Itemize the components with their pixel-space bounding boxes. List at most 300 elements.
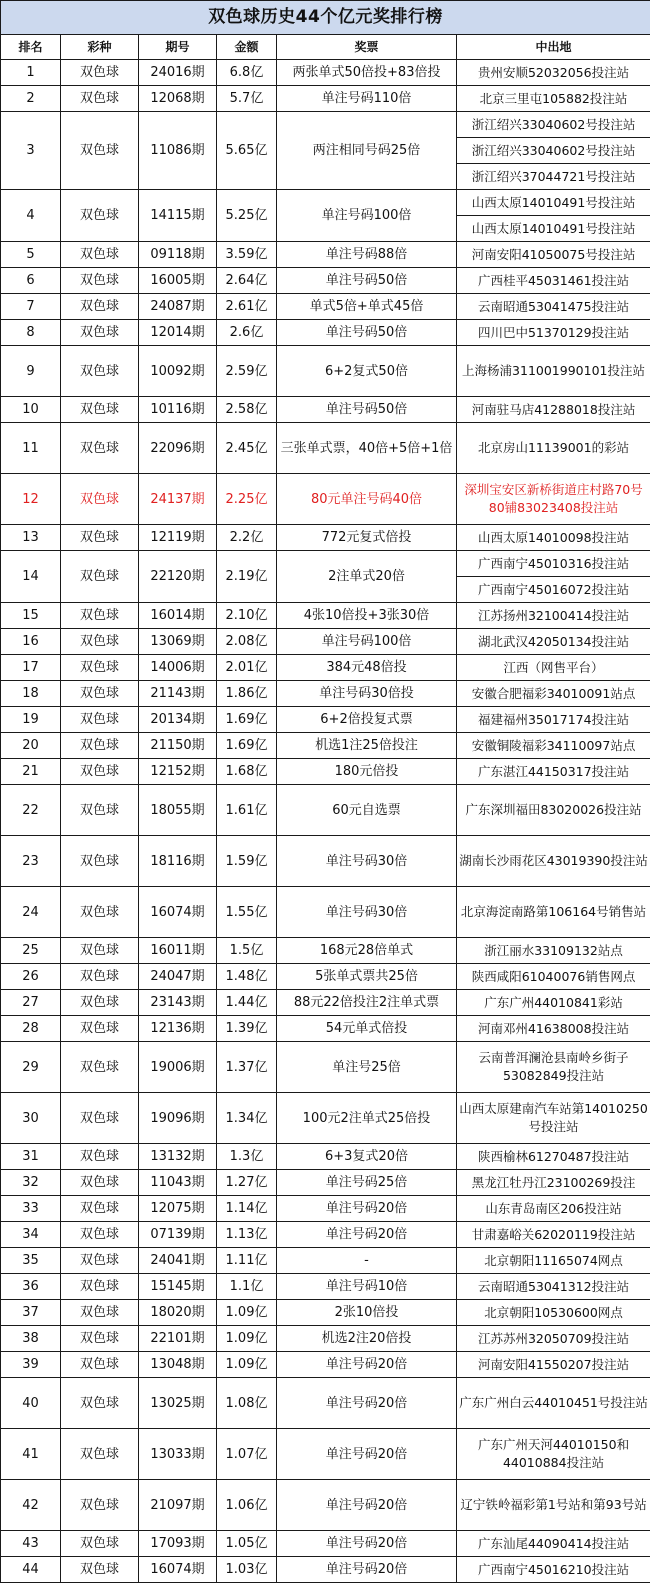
rank-cell: 38 bbox=[1, 1326, 61, 1352]
rank-cell: 10 bbox=[1, 397, 61, 423]
station-cell: 广东广州白云44010451号投注站 bbox=[457, 1378, 650, 1429]
table-body bbox=[1, 60, 650, 1583]
game-cell: 双色球 bbox=[61, 423, 139, 474]
station-cell: 安徽合肥福彩34010091站点 bbox=[457, 681, 650, 707]
rank-cell: 7 bbox=[1, 294, 61, 320]
rank-cell: 19 bbox=[1, 707, 61, 733]
issue-cell: 16014期 bbox=[139, 603, 217, 629]
table-row bbox=[1, 525, 650, 551]
issue-cell: 24087期 bbox=[139, 294, 217, 320]
rank-cell: 2 bbox=[1, 86, 61, 112]
ticket-cell: 单注号码20倍 bbox=[277, 1196, 457, 1222]
station-cell: 陕西咸阳61040076销售网点 bbox=[457, 964, 650, 990]
table-row bbox=[1, 551, 650, 577]
station-cell: 广东深圳福田83020026投注站 bbox=[457, 785, 650, 836]
issue-cell: 12136期 bbox=[139, 1016, 217, 1042]
amount-cell: 1.34亿 bbox=[217, 1093, 277, 1144]
issue-cell: 16074期 bbox=[139, 887, 217, 938]
amount-cell: 1.48亿 bbox=[217, 964, 277, 990]
issue-cell: 11086期 bbox=[139, 112, 217, 190]
table-row bbox=[1, 320, 650, 346]
rank-cell: 6 bbox=[1, 268, 61, 294]
game-cell: 双色球 bbox=[61, 268, 139, 294]
table-row bbox=[1, 423, 650, 474]
amount-cell: 2.61亿 bbox=[217, 294, 277, 320]
game-cell: 双色球 bbox=[61, 990, 139, 1016]
ticket-cell: 单注号码10倍 bbox=[277, 1274, 457, 1300]
amount-cell: 2.10亿 bbox=[217, 603, 277, 629]
table-row bbox=[1, 990, 650, 1016]
table-row bbox=[1, 629, 650, 655]
issue-cell: 21150期 bbox=[139, 733, 217, 759]
table-row bbox=[1, 759, 650, 785]
table-row bbox=[1, 190, 650, 216]
station-cell: 黑龙江牡丹江23100269投注 bbox=[457, 1170, 650, 1196]
game-cell: 双色球 bbox=[61, 86, 139, 112]
station-cell: 山西太原建南汽车站第14010250号投注站 bbox=[457, 1093, 650, 1144]
station-cell: 河南安阳41550207投注站 bbox=[457, 1352, 650, 1378]
issue-cell: 12152期 bbox=[139, 759, 217, 785]
table-row bbox=[1, 242, 650, 268]
amount-cell: 1.1亿 bbox=[217, 1274, 277, 1300]
ticket-cell: 4张10倍投+3张30倍 bbox=[277, 603, 457, 629]
ticket-cell: 单注号码20倍 bbox=[277, 1429, 457, 1480]
issue-cell: 24137期 bbox=[139, 474, 217, 525]
ticket-cell: 6+3复式20倍 bbox=[277, 1144, 457, 1170]
table-row bbox=[1, 938, 650, 964]
amount-cell: 1.09亿 bbox=[217, 1300, 277, 1326]
amount-cell: 1.39亿 bbox=[217, 1016, 277, 1042]
amount-cell: 1.05亿 bbox=[217, 1531, 277, 1557]
station-cell: 北京三里屯105882投注站 bbox=[457, 86, 650, 112]
game-cell: 双色球 bbox=[61, 1196, 139, 1222]
ticket-cell: 单注号码50倍 bbox=[277, 320, 457, 346]
station-cell: 浙江绍兴33040602号投注站 bbox=[457, 138, 650, 164]
rank-cell: 13 bbox=[1, 525, 61, 551]
station-cell: 浙江绍兴33040602号投注站 bbox=[457, 112, 650, 138]
game-cell: 双色球 bbox=[61, 525, 139, 551]
station-cell: 四川巴中51370129投注站 bbox=[457, 320, 650, 346]
game-cell: 双色球 bbox=[61, 1531, 139, 1557]
issue-cell: 10092期 bbox=[139, 346, 217, 397]
station-cell: 北京朝阳11165074网点 bbox=[457, 1248, 650, 1274]
game-cell: 双色球 bbox=[61, 1274, 139, 1300]
station-cell: 江西（网售平台） bbox=[457, 655, 650, 681]
rank-cell: 33 bbox=[1, 1196, 61, 1222]
issue-cell: 10116期 bbox=[139, 397, 217, 423]
ticket-cell: 80元单注号码40倍 bbox=[277, 474, 457, 525]
ticket-cell: 机选1注25倍投注 bbox=[277, 733, 457, 759]
game-cell: 双色球 bbox=[61, 294, 139, 320]
rank-cell: 41 bbox=[1, 1429, 61, 1480]
issue-cell: 19006期 bbox=[139, 1042, 217, 1093]
table-row bbox=[1, 1326, 650, 1352]
table-row bbox=[1, 785, 650, 836]
issue-cell: 12075期 bbox=[139, 1196, 217, 1222]
table-row bbox=[1, 1531, 650, 1557]
ticket-cell: - bbox=[277, 1248, 457, 1274]
ticket-cell: 单注号码30倍投 bbox=[277, 681, 457, 707]
game-cell: 双色球 bbox=[61, 474, 139, 525]
game-cell: 双色球 bbox=[61, 733, 139, 759]
issue-cell: 14006期 bbox=[139, 655, 217, 681]
table-row bbox=[1, 397, 650, 423]
station-cell: 广东汕尾44090414投注站 bbox=[457, 1531, 650, 1557]
rank-cell: 25 bbox=[1, 938, 61, 964]
amount-cell: 1.07亿 bbox=[217, 1429, 277, 1480]
issue-cell: 18055期 bbox=[139, 785, 217, 836]
ticket-cell: 单注号码20倍 bbox=[277, 1480, 457, 1531]
game-cell: 双色球 bbox=[61, 603, 139, 629]
ticket-cell: 单注号码88倍 bbox=[277, 242, 457, 268]
ticket-cell: 单注号码20倍 bbox=[277, 1222, 457, 1248]
ticket-cell: 6+2复式50倍 bbox=[277, 346, 457, 397]
station-cell: 江苏扬州32100414投注站 bbox=[457, 603, 650, 629]
header-ticket: 奖票 bbox=[277, 35, 457, 60]
amount-cell: 2.2亿 bbox=[217, 525, 277, 551]
issue-cell: 16005期 bbox=[139, 268, 217, 294]
station-cell: 广东广州天河44010150和44010884投注站 bbox=[457, 1429, 650, 1480]
amount-cell: 5.7亿 bbox=[217, 86, 277, 112]
station-cell: 云南昭通53041475投注站 bbox=[457, 294, 650, 320]
table-row bbox=[1, 655, 650, 681]
header-game: 彩种 bbox=[61, 35, 139, 60]
rank-cell: 44 bbox=[1, 1557, 61, 1583]
station-cell: 广西桂平45031461投注站 bbox=[457, 268, 650, 294]
table-row bbox=[1, 268, 650, 294]
ticket-cell: 单注号码50倍 bbox=[277, 268, 457, 294]
amount-cell: 1.37亿 bbox=[217, 1042, 277, 1093]
amount-cell: 2.6亿 bbox=[217, 320, 277, 346]
amount-cell: 6.8亿 bbox=[217, 60, 277, 86]
game-cell: 双色球 bbox=[61, 785, 139, 836]
amount-cell: 1.03亿 bbox=[217, 1557, 277, 1583]
station-cell: 北京海淀南路第106164号销售站 bbox=[457, 887, 650, 938]
station-cell: 广西南宁45016210投注站 bbox=[457, 1557, 650, 1583]
table-row bbox=[1, 707, 650, 733]
table-row bbox=[1, 1093, 650, 1144]
amount-cell: 2.08亿 bbox=[217, 629, 277, 655]
game-cell: 双色球 bbox=[61, 836, 139, 887]
game-cell: 双色球 bbox=[61, 1144, 139, 1170]
issue-cell: 13069期 bbox=[139, 629, 217, 655]
game-cell: 双色球 bbox=[61, 938, 139, 964]
station-cell: 北京房山11139001的彩站 bbox=[457, 423, 650, 474]
header-row bbox=[1, 35, 650, 60]
ticket-cell: 单注号码100倍 bbox=[277, 190, 457, 242]
ticket-cell: 三张单式票，40倍+5倍+1倍 bbox=[277, 423, 457, 474]
ticket-cell: 单注号码30倍 bbox=[277, 887, 457, 938]
game-cell: 双色球 bbox=[61, 1170, 139, 1196]
game-cell: 双色球 bbox=[61, 1378, 139, 1429]
issue-cell: 22120期 bbox=[139, 551, 217, 603]
game-cell: 双色球 bbox=[61, 1352, 139, 1378]
issue-cell: 18020期 bbox=[139, 1300, 217, 1326]
station-cell: 陕西榆林61270487投注站 bbox=[457, 1144, 650, 1170]
issue-cell: 23143期 bbox=[139, 990, 217, 1016]
game-cell: 双色球 bbox=[61, 759, 139, 785]
amount-cell: 1.69亿 bbox=[217, 707, 277, 733]
rank-cell: 11 bbox=[1, 423, 61, 474]
rank-cell: 21 bbox=[1, 759, 61, 785]
game-cell: 双色球 bbox=[61, 242, 139, 268]
game-cell: 双色球 bbox=[61, 655, 139, 681]
amount-cell: 2.25亿 bbox=[217, 474, 277, 525]
amount-cell: 2.45亿 bbox=[217, 423, 277, 474]
issue-cell: 22096期 bbox=[139, 423, 217, 474]
game-cell: 双色球 bbox=[61, 887, 139, 938]
amount-cell: 2.01亿 bbox=[217, 655, 277, 681]
station-cell: 山西太原14010491号投注站 bbox=[457, 216, 650, 242]
ticket-cell: 单注号码50倍 bbox=[277, 397, 457, 423]
issue-cell: 12119期 bbox=[139, 525, 217, 551]
station-cell: 辽宁铁岭福彩第1号站和第93号站 bbox=[457, 1480, 650, 1531]
station-cell: 山西太原14010098投注站 bbox=[457, 525, 650, 551]
table-row bbox=[1, 1196, 650, 1222]
table-row bbox=[1, 1016, 650, 1042]
amount-cell: 1.27亿 bbox=[217, 1170, 277, 1196]
rank-cell: 30 bbox=[1, 1093, 61, 1144]
rank-cell: 12 bbox=[1, 474, 61, 525]
issue-cell: 17093期 bbox=[139, 1531, 217, 1557]
issue-cell: 24047期 bbox=[139, 964, 217, 990]
table-row bbox=[1, 1557, 650, 1583]
ticket-cell: 单注号码20倍 bbox=[277, 1557, 457, 1583]
station-cell: 上海杨浦311001990101投注站 bbox=[457, 346, 650, 397]
issue-cell: 16074期 bbox=[139, 1557, 217, 1583]
rank-cell: 29 bbox=[1, 1042, 61, 1093]
game-cell: 双色球 bbox=[61, 112, 139, 190]
header-station: 中出地 bbox=[457, 35, 650, 60]
rank-cell: 22 bbox=[1, 785, 61, 836]
issue-cell: 13132期 bbox=[139, 1144, 217, 1170]
issue-cell: 24016期 bbox=[139, 60, 217, 86]
game-cell: 双色球 bbox=[61, 60, 139, 86]
game-cell: 双色球 bbox=[61, 1429, 139, 1480]
station-cell: 广西南宁45010316投注站 bbox=[457, 551, 650, 577]
table-row bbox=[1, 1222, 650, 1248]
table-row bbox=[1, 1274, 650, 1300]
station-cell: 江苏苏州32050709投注站 bbox=[457, 1326, 650, 1352]
ticket-cell: 180元倍投 bbox=[277, 759, 457, 785]
game-cell: 双色球 bbox=[61, 190, 139, 242]
rank-cell: 39 bbox=[1, 1352, 61, 1378]
rank-cell: 20 bbox=[1, 733, 61, 759]
issue-cell: 21143期 bbox=[139, 681, 217, 707]
rank-cell: 16 bbox=[1, 629, 61, 655]
table-row bbox=[1, 1300, 650, 1326]
station-cell: 福建福州35017174投注站 bbox=[457, 707, 650, 733]
game-cell: 双色球 bbox=[61, 1222, 139, 1248]
game-cell: 双色球 bbox=[61, 629, 139, 655]
station-cell: 云南普洱澜沧县南岭乡街子53082849投注站 bbox=[457, 1042, 650, 1093]
game-cell: 双色球 bbox=[61, 707, 139, 733]
issue-cell: 19096期 bbox=[139, 1093, 217, 1144]
ticket-cell: 2张10倍投 bbox=[277, 1300, 457, 1326]
rank-cell: 3 bbox=[1, 112, 61, 190]
issue-cell: 21097期 bbox=[139, 1480, 217, 1531]
amount-cell: 1.3亿 bbox=[217, 1144, 277, 1170]
game-cell: 双色球 bbox=[61, 1557, 139, 1583]
ticket-cell: 772元复式倍投 bbox=[277, 525, 457, 551]
amount-cell: 1.86亿 bbox=[217, 681, 277, 707]
issue-cell: 22101期 bbox=[139, 1326, 217, 1352]
station-cell: 湖南长沙雨花区43019390投注站 bbox=[457, 836, 650, 887]
table-row bbox=[1, 1144, 650, 1170]
amount-cell: 1.59亿 bbox=[217, 836, 277, 887]
rank-cell: 32 bbox=[1, 1170, 61, 1196]
station-cell: 广西南宁45016072投注站 bbox=[457, 577, 650, 603]
amount-cell: 1.14亿 bbox=[217, 1196, 277, 1222]
table-row bbox=[1, 346, 650, 397]
rank-cell: 40 bbox=[1, 1378, 61, 1429]
amount-cell: 5.25亿 bbox=[217, 190, 277, 242]
amount-cell: 1.61亿 bbox=[217, 785, 277, 836]
game-cell: 双色球 bbox=[61, 1326, 139, 1352]
amount-cell: 1.5亿 bbox=[217, 938, 277, 964]
table-row bbox=[1, 964, 650, 990]
issue-cell: 12014期 bbox=[139, 320, 217, 346]
issue-cell: 15145期 bbox=[139, 1274, 217, 1300]
table-row bbox=[1, 1248, 650, 1274]
issue-cell: 13025期 bbox=[139, 1378, 217, 1429]
station-cell: 湖北武汉42050134投注站 bbox=[457, 629, 650, 655]
rank-cell: 37 bbox=[1, 1300, 61, 1326]
station-cell: 安徽铜陵福彩34110097站点 bbox=[457, 733, 650, 759]
amount-cell: 2.19亿 bbox=[217, 551, 277, 603]
station-cell: 浙江丽水33109132站点 bbox=[457, 938, 650, 964]
ticket-cell: 机选2注20倍投 bbox=[277, 1326, 457, 1352]
issue-cell: 18116期 bbox=[139, 836, 217, 887]
issue-cell: 24041期 bbox=[139, 1248, 217, 1274]
header-issue: 期号 bbox=[139, 35, 217, 60]
table-row bbox=[1, 836, 650, 887]
ticket-cell: 两张单式50倍投+83倍投 bbox=[277, 60, 457, 86]
issue-cell: 14115期 bbox=[139, 190, 217, 242]
rank-cell: 18 bbox=[1, 681, 61, 707]
table-row bbox=[1, 1352, 650, 1378]
amount-cell: 2.58亿 bbox=[217, 397, 277, 423]
issue-cell: 13048期 bbox=[139, 1352, 217, 1378]
rank-cell: 24 bbox=[1, 887, 61, 938]
game-cell: 双色球 bbox=[61, 964, 139, 990]
ticket-cell: 两注相同号码25倍 bbox=[277, 112, 457, 190]
amount-cell: 1.09亿 bbox=[217, 1352, 277, 1378]
rank-cell: 4 bbox=[1, 190, 61, 242]
ticket-cell: 单式5倍+单式45倍 bbox=[277, 294, 457, 320]
rank-cell: 15 bbox=[1, 603, 61, 629]
amount-cell: 2.64亿 bbox=[217, 268, 277, 294]
table-row bbox=[1, 733, 650, 759]
game-cell: 双色球 bbox=[61, 397, 139, 423]
amount-cell: 1.13亿 bbox=[217, 1222, 277, 1248]
amount-cell: 1.08亿 bbox=[217, 1378, 277, 1429]
issue-cell: 16011期 bbox=[139, 938, 217, 964]
ticket-cell: 384元48倍投 bbox=[277, 655, 457, 681]
rank-cell: 27 bbox=[1, 990, 61, 1016]
game-cell: 双色球 bbox=[61, 1300, 139, 1326]
issue-cell: 12068期 bbox=[139, 86, 217, 112]
table-title: 双色球历史44个亿元奖排行榜 bbox=[1, 1, 650, 35]
table-row bbox=[1, 1170, 650, 1196]
issue-cell: 09118期 bbox=[139, 242, 217, 268]
amount-cell: 1.55亿 bbox=[217, 887, 277, 938]
ticket-cell: 6+2倍投复式票 bbox=[277, 707, 457, 733]
title-row bbox=[1, 1, 650, 35]
issue-cell: 20134期 bbox=[139, 707, 217, 733]
issue-cell: 13033期 bbox=[139, 1429, 217, 1480]
header-amount: 金额 bbox=[217, 35, 277, 60]
table-row bbox=[1, 112, 650, 138]
rank-cell: 36 bbox=[1, 1274, 61, 1300]
amount-cell: 1.44亿 bbox=[217, 990, 277, 1016]
rank-cell: 31 bbox=[1, 1144, 61, 1170]
ticket-cell: 单注号码20倍 bbox=[277, 1378, 457, 1429]
ticket-cell: 单注号码110倍 bbox=[277, 86, 457, 112]
ticket-cell: 单注号码25倍 bbox=[277, 1170, 457, 1196]
ticket-cell: 单注号码20倍 bbox=[277, 1531, 457, 1557]
ticket-cell: 2注单式20倍 bbox=[277, 551, 457, 603]
game-cell: 双色球 bbox=[61, 1093, 139, 1144]
table-row bbox=[1, 1042, 650, 1093]
amount-cell: 1.68亿 bbox=[217, 759, 277, 785]
station-cell: 山东青岛南区206投注站 bbox=[457, 1196, 650, 1222]
station-cell: 北京朝阳10530600网点 bbox=[457, 1300, 650, 1326]
table-row bbox=[1, 86, 650, 112]
amount-cell: 3.59亿 bbox=[217, 242, 277, 268]
rank-cell: 9 bbox=[1, 346, 61, 397]
table-row bbox=[1, 603, 650, 629]
table-row bbox=[1, 1378, 650, 1429]
ticket-cell: 单注号25倍 bbox=[277, 1042, 457, 1093]
ticket-cell: 5张单式票共25倍 bbox=[277, 964, 457, 990]
ticket-cell: 单注号码30倍 bbox=[277, 836, 457, 887]
amount-cell: 1.11亿 bbox=[217, 1248, 277, 1274]
rank-cell: 35 bbox=[1, 1248, 61, 1274]
rank-cell: 8 bbox=[1, 320, 61, 346]
station-cell: 深圳宝安区新桥街道庄村路70号80铺83023408投注站 bbox=[457, 474, 650, 525]
station-cell: 贵州安顺52032056投注站 bbox=[457, 60, 650, 86]
ticket-cell: 100元2注单式25倍投 bbox=[277, 1093, 457, 1144]
ticket-cell: 88元22倍投注2注单式票 bbox=[277, 990, 457, 1016]
table-row bbox=[1, 1429, 650, 1480]
amount-cell: 2.59亿 bbox=[217, 346, 277, 397]
station-cell: 浙江绍兴37044721号投注站 bbox=[457, 164, 650, 190]
station-cell: 广东湛江44150317投注站 bbox=[457, 759, 650, 785]
table-row bbox=[1, 887, 650, 938]
station-cell: 山西太原14010491号投注站 bbox=[457, 190, 650, 216]
rank-cell: 1 bbox=[1, 60, 61, 86]
station-cell: 河南驻马店41288018投注站 bbox=[457, 397, 650, 423]
table-row bbox=[1, 294, 650, 320]
amount-cell: 1.09亿 bbox=[217, 1326, 277, 1352]
rank-cell: 23 bbox=[1, 836, 61, 887]
station-cell: 河南邓州41638008投注站 bbox=[457, 1016, 650, 1042]
table-row bbox=[1, 681, 650, 707]
ticket-cell: 54元单式倍投 bbox=[277, 1016, 457, 1042]
station-cell: 广东广州44010841彩站 bbox=[457, 990, 650, 1016]
station-cell: 云南昭通53041312投注站 bbox=[457, 1274, 650, 1300]
table-row bbox=[1, 1480, 650, 1531]
rank-cell: 14 bbox=[1, 551, 61, 603]
game-cell: 双色球 bbox=[61, 1248, 139, 1274]
game-cell: 双色球 bbox=[61, 320, 139, 346]
header-rank: 排名 bbox=[1, 35, 61, 60]
rank-cell: 17 bbox=[1, 655, 61, 681]
ticket-cell: 单注号码100倍 bbox=[277, 629, 457, 655]
amount-cell: 1.06亿 bbox=[217, 1480, 277, 1531]
rank-cell: 5 bbox=[1, 242, 61, 268]
